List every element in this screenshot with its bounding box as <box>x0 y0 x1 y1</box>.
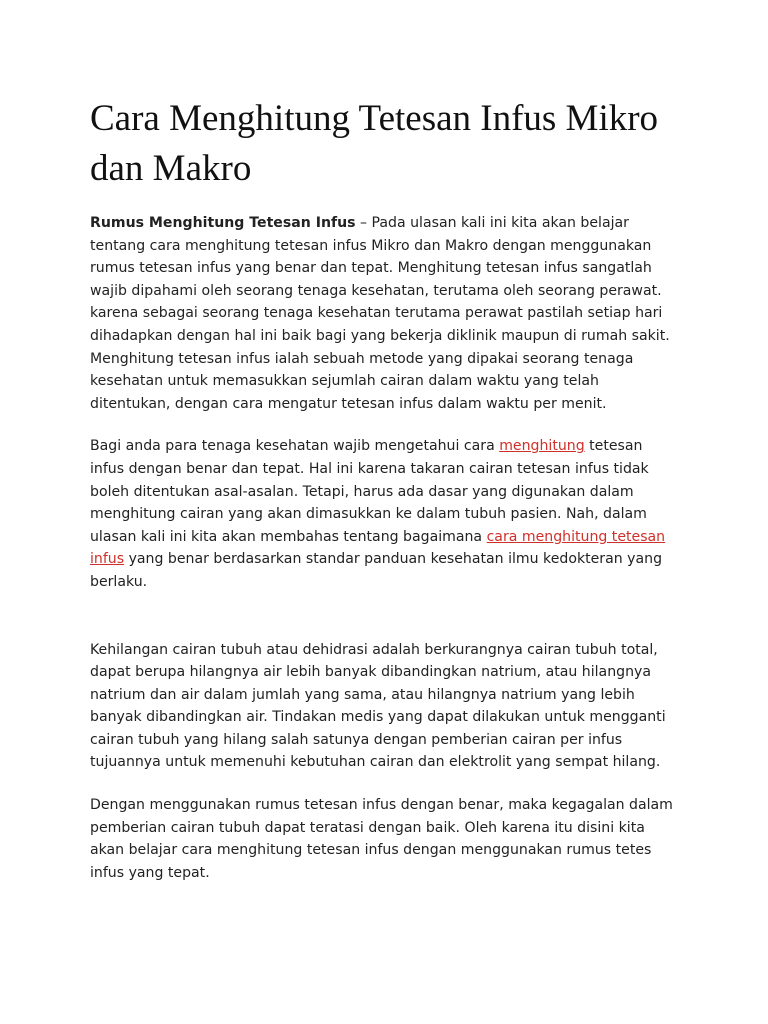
intro-lead-bold: Rumus Menghitung Tetesan Infus <box>90 215 356 231</box>
p2-text-end: yang benar berdasarkan standar panduan kesehatan ilmu kedokteran yang berlaku. <box>90 551 663 590</box>
cara-menghitung-tetesan-infus-link[interactable]: cara menghitung tetesan infus <box>90 528 666 568</box>
document-page <box>90 94 680 884</box>
paragraph-intro <box>90 212 680 415</box>
paragraph-health-workers <box>90 435 680 593</box>
paragraph-conclusion: Dengan menggunakan rumus tetesan infus dengan benar, maka kegagalan dalam pemberian cairan tubuh dapat teratasi dengan baik. Oleh karena itu disini kita akan belajar cara menghitung tetesan infus dengan menggunakan rumus tetes infus yang tepat. <box>90 797 673 881</box>
menghitung-link[interactable]: menghitung <box>499 438 585 455</box>
article-title: Cara Menghitung Tetesan Infus Mikro dan Makro <box>90 98 659 189</box>
paragraph-dehydration: Kehilangan cairan tubuh atau dehidrasi adalah berkurangnya cairan tubuh total, dapat berupa hilangnya air lebih banyak dibandingkan natrium, atau hilangnya natrium dan air dalam jumlah yang sama, atau hilangnya natrium yang lebih banyak dibandingkan air. Tindakan medis yang dapat dilakukan untuk mengganti cairan tubuh yang hilang salah satunya dengan pemberian cairan per infus tujuannya untuk memenuhi kebutuhan cairan dan elektrolit yang sempat hilang. <box>90 641 666 771</box>
p2-text-before-link: Bagi anda para tenaga kesehatan wajib mengetahui cara <box>90 438 500 455</box>
intro-text: – Pada ulasan kali ini kita akan belajar tentang cara menghitung tetesan infus Mikro dan Makro dengan menggunakan rumus tetesan infus yang benar dan tepat. Menghitung tetesan infus sangatlah wajib dipahami oleh seorang tenaga kesehatan, terutama oleh seorang perawat. karena sebagai seorang tenaga kesehatan terutama perawat pastilah setiap hari dihadapkan dengan hal ini baik bagi yang bekerja diklinik maupun di rumah sakit. Menghitung tetesan infus ialah sebuah metode yang dipakai seorang tenaga kesehatan untuk memasukkan sejumlah cairan dalam waktu yang telah ditentukan, dengan cara mengatur tetesan infus dalam waktu per menit. <box>90 215 670 412</box>
p2-text-middle: tetesan infus dengan benar dan tepat. Hal ini karena takaran cairan tetesan infus tidak boleh ditentukan asal-asalan. Tetapi, harus ada dasar yang digunakan dalam menghitung cairan yang akan dimasukkan ke dalam tubuh pasien. Nah, dalam ulasan kali ini kita akan membahas tentang bagaimana <box>90 438 649 545</box>
